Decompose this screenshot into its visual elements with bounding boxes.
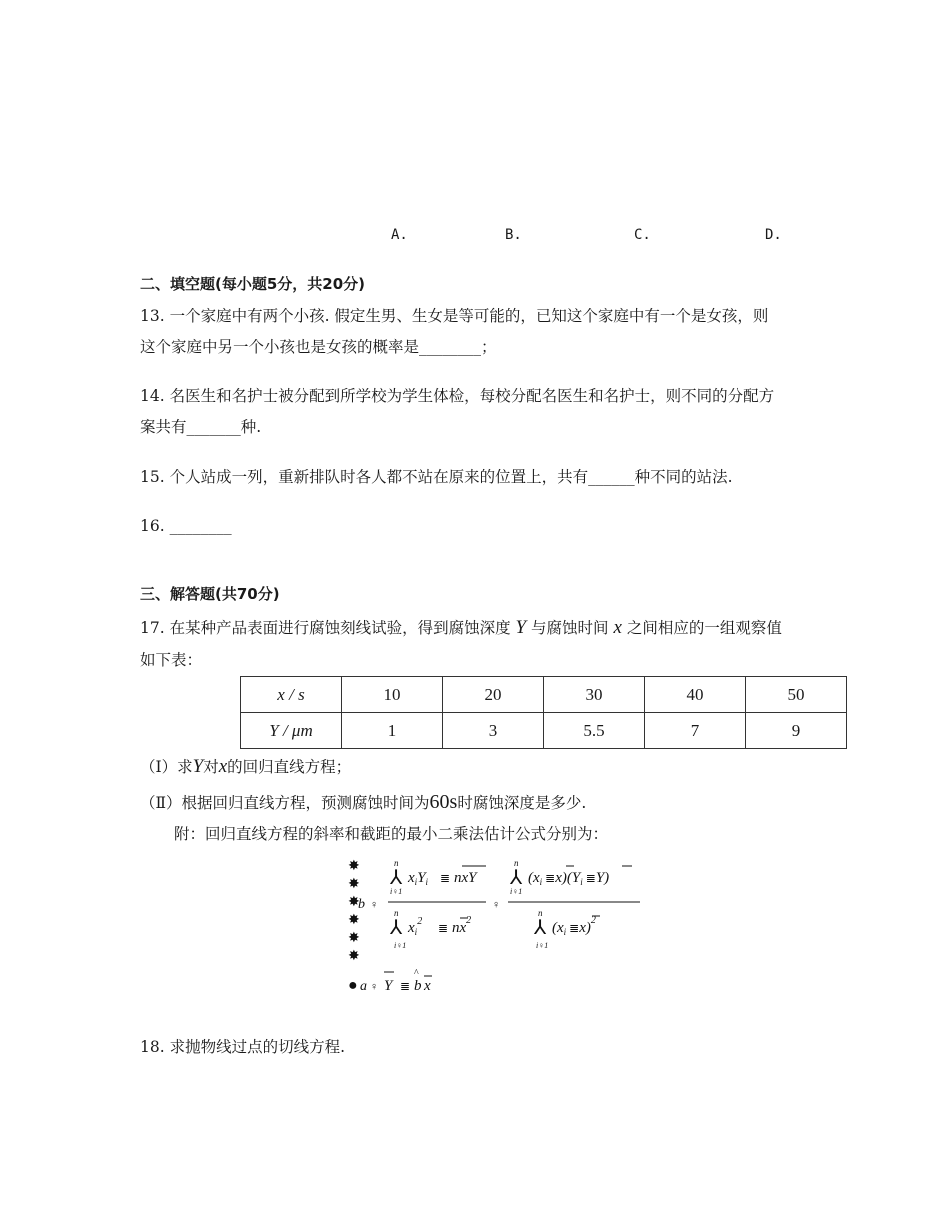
option-d: D.: [765, 227, 782, 243]
svg-text:i♀1: i♀1: [390, 887, 403, 896]
svg-text:♀: ♀: [492, 899, 501, 911]
question-15: 15. 个人站成一列，重新排队时各人都不站在原来的位置上，共有______种不同的站法.: [140, 468, 733, 486]
table-cell: 20: [443, 677, 544, 713]
least-squares-formula: [340, 852, 660, 1002]
table-row-x: [241, 677, 847, 713]
section-title-fill-in: 二、填空题(每小题5分，共20分): [140, 275, 366, 293]
question-17-line2: 如下表：: [140, 651, 203, 669]
question-17-line1: [140, 618, 782, 638]
svg-text:✸: ✸: [348, 949, 360, 964]
table-cell: 10: [342, 677, 443, 713]
svg-text:✸: ✸: [348, 877, 360, 892]
svg-text:n: n: [394, 908, 399, 918]
section-title-solutions: 三、解答题(共70分): [140, 585, 280, 603]
table-row-y: [241, 713, 847, 749]
option-a: A.: [391, 227, 408, 243]
question-18: 18. 求抛物线过点的切线方程.: [140, 1038, 346, 1056]
svg-text:⅄: ⅄: [390, 917, 403, 939]
part1-mid: 对: [203, 758, 219, 776]
q17-pre: 17. 在某种产品表面进行腐蚀刻线试验，得到腐蚀深度: [140, 619, 511, 637]
q17-post: 之间相应的一组观察值: [626, 619, 782, 637]
svg-text:✸: ✸: [348, 931, 360, 946]
svg-text:✸: ✸: [348, 859, 360, 874]
table-cell: 50: [746, 677, 847, 713]
svg-text:nxY: nxY: [454, 870, 477, 886]
part2-value: 60s: [429, 791, 458, 813]
part2-pre: （Ⅱ）根据回归直线方程，预测腐蚀时间为: [140, 794, 430, 812]
svg-text:n: n: [538, 908, 543, 918]
part1-var-y: Y: [192, 756, 204, 777]
table-cell: 7: [645, 713, 746, 749]
question-14-line1: 14. 名医生和名护士被分配到所学校为学生体检，每校分配名医生和名护士，则不同的分配方: [140, 387, 775, 405]
svg-text:b: b: [358, 897, 365, 912]
part1-post: 的回归直线方程；: [227, 758, 352, 776]
svg-text:(xi ≣x)2: ($x_i$ ≣x)$^2$: [552, 915, 596, 937]
question-13-line1: 13. 一个家庭中有两个小孩. 假定生男、生女是等可能的，已知这个家庭中有一个是女孩，则: [140, 307, 769, 325]
question-13-line2: 这个家庭中另一个小孩也是女孩的概率是________；: [140, 338, 497, 356]
svg-text:xiYi: $x_iY_i$: [408, 870, 429, 887]
svg-text:≣: ≣: [400, 979, 411, 993]
part-1: [140, 757, 351, 777]
table-cell: 3: [443, 713, 544, 749]
svg-text:b: b: [414, 978, 422, 994]
table-cell: 40: [645, 677, 746, 713]
part-2: [140, 792, 586, 813]
svg-text:Y: Y: [384, 978, 393, 994]
svg-text:✸: ✸: [348, 895, 360, 910]
svg-text:xi2: $x_i^2$: [408, 916, 423, 937]
part2-post: 时腐蚀深度是多少.: [457, 794, 587, 812]
svg-text:n: n: [514, 858, 519, 868]
svg-text:^: ^: [414, 968, 419, 979]
svg-text:●: ●: [348, 977, 358, 994]
svg-text:♀: ♀: [370, 981, 379, 993]
question-14-line2: 案共有_______种.: [140, 418, 262, 436]
table-header-y: Y / μm: [241, 713, 342, 749]
option-b: B.: [505, 227, 522, 243]
appendix-text: 附：回归直线方程的斜率和截距的最小二乘法估计公式分别为：: [174, 825, 609, 843]
part1-pre: （Ⅰ）求: [140, 758, 193, 776]
observation-table: [240, 676, 847, 749]
table-cell: 1: [342, 713, 443, 749]
svg-text:≣: ≣: [440, 871, 451, 885]
q17-mid: 与腐蚀时间: [531, 619, 609, 637]
svg-text:≣: ≣: [438, 921, 449, 935]
svg-text:a: a: [360, 979, 367, 994]
svg-text:n: n: [394, 858, 399, 868]
table-header-x: x / s: [241, 677, 342, 713]
svg-text:⅄: ⅄: [534, 917, 547, 939]
option-c: C.: [634, 227, 651, 243]
var-x: x: [613, 617, 622, 638]
svg-text:⅄: ⅄: [390, 867, 403, 889]
part1-var-x: x: [218, 756, 228, 777]
question-16: 16. ________: [140, 517, 232, 535]
svg-text:i♀1: i♀1: [536, 941, 549, 950]
table-cell: 5.5: [544, 713, 645, 749]
svg-text:⅄: ⅄: [510, 867, 523, 889]
svg-text:nx2: $nx^2$: [452, 915, 472, 936]
svg-text:♀: ♀: [370, 899, 379, 911]
var-y: Y: [515, 617, 527, 638]
svg-text:✸: ✸: [348, 913, 360, 928]
svg-text:(xi ≣x)(Yi ≣Y): ($x_i$ $^≣x)(Y_i$ ≣Y): [528, 870, 610, 887]
svg-text:i♀1: i♀1: [394, 941, 407, 950]
svg-text:x: x: [424, 978, 431, 994]
table-cell: 30: [544, 677, 645, 713]
svg-text:i♀1: i♀1: [510, 887, 523, 896]
table-cell: 9: [746, 713, 847, 749]
